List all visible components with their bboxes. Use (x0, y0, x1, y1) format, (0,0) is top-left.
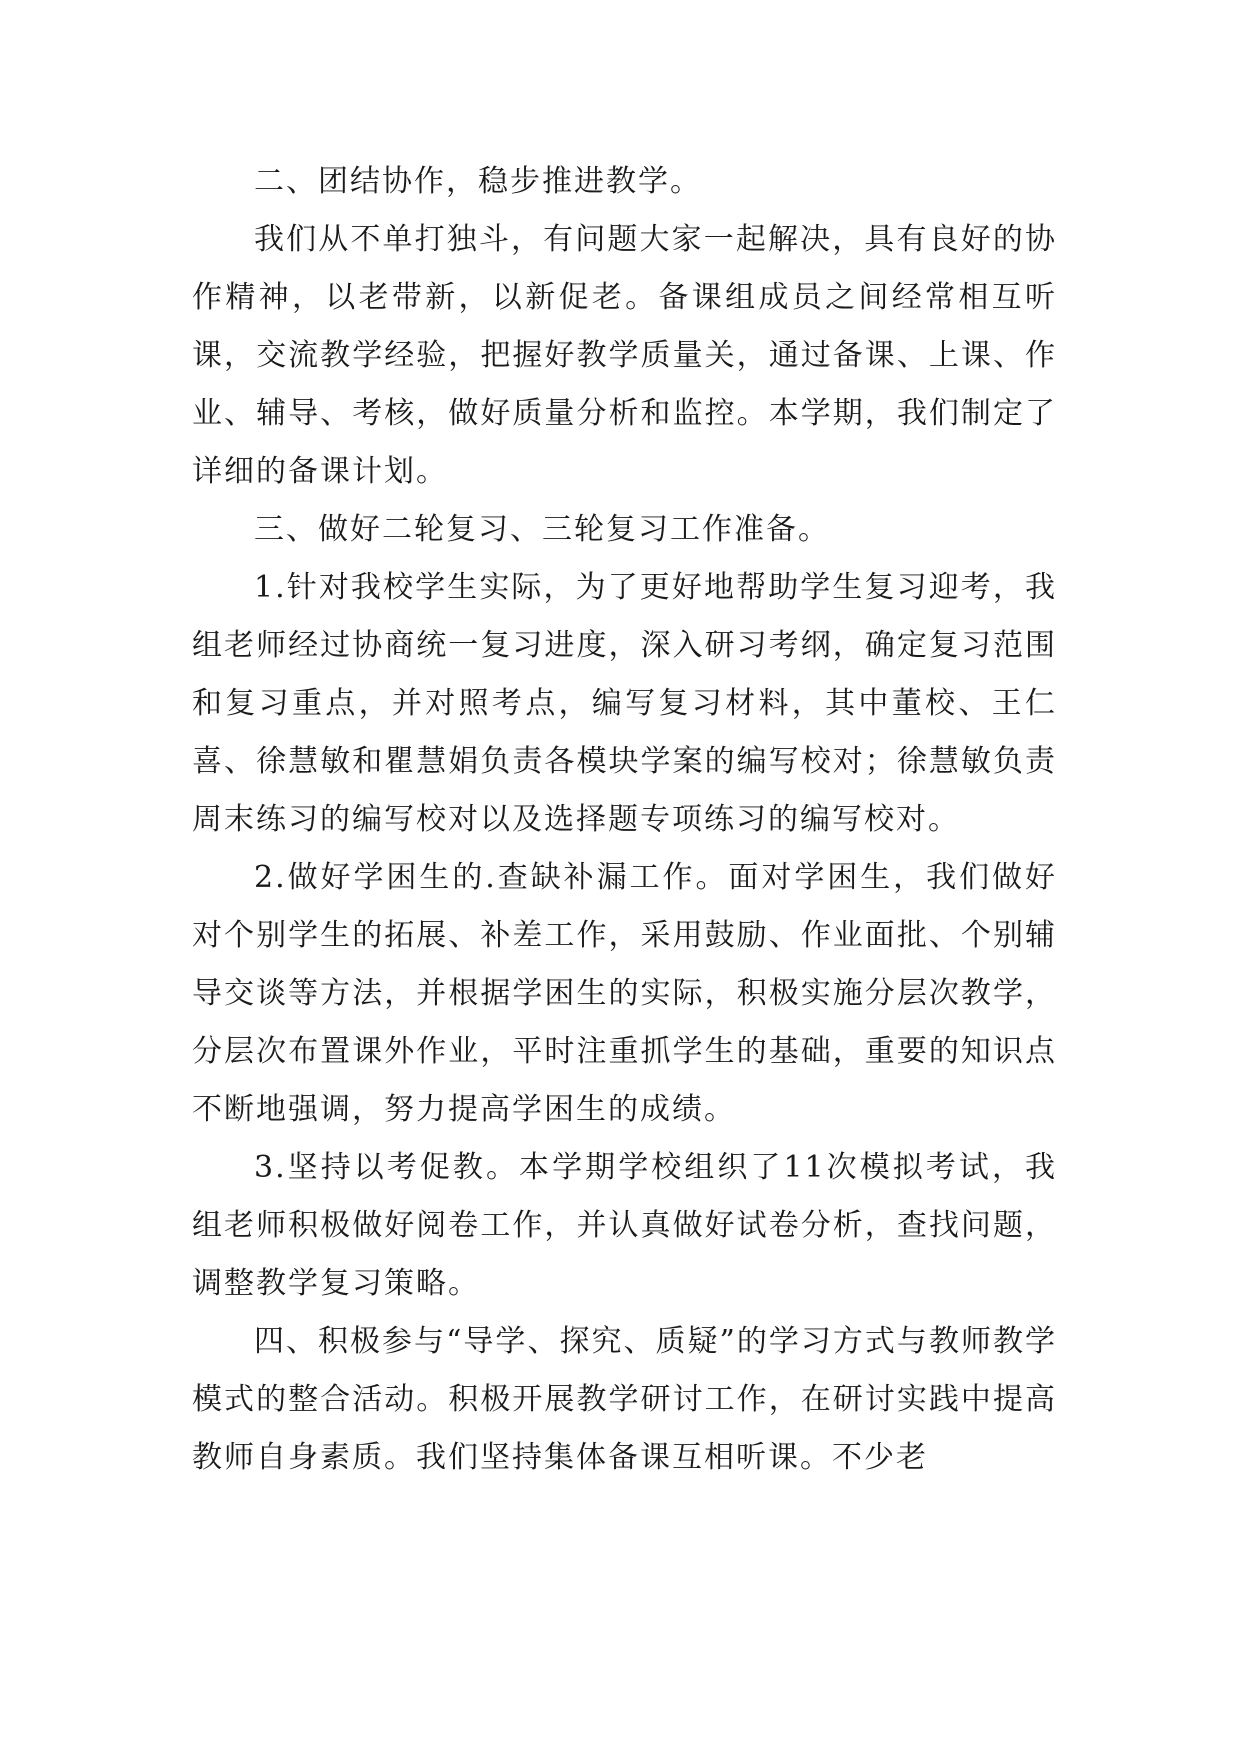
paragraph-item-1: 1.针对我校学生实际，为了更好地帮助学生复习迎考，我组老师经过协商统一复习进度，深入研习考纲，确定复习范围和复习重点，并对照考点，编写复习材料，其中董校、王仁喜、徐慧敏和瞿慧娟负责各模块学案的编写校对；徐慧敏负责周末练习的编写校对以及选择题专项练习的编写校对。 (192, 570, 1057, 837)
paragraph-item-3: 3.坚持以考促教。本学期学校组织了11次模拟考试，我组老师积极做好阅卷工作，并认真做好试卷分析，查找问题，调整教学复习策略。 (192, 1150, 1057, 1301)
section-heading-4: 四、积极参与“导学、探究、质疑”的学习方式与教师教学模式的整合活动。积极开展教学研讨工作，在研讨实践中提高教师自身素质。我们坚持集体备课互相听课。不少老 (192, 1324, 1057, 1475)
section-heading-2: 二、团结协作，稳步推进教学。 (254, 164, 702, 199)
paragraph-collaboration: 我们从不单打独斗，有问题大家一起解决，具有良好的协作精神，以老带新，以新促老。备课组成员之间经常相互听课，交流教学经验，把握好教学质量关，通过备课、上课、作业、辅导、考核，做好质量分析和监控。本学期，我们制定了详细的备课计划。 (192, 222, 1057, 489)
section-heading-3: 三、做好二轮复习、三轮复习工作准备。 (254, 512, 830, 547)
paragraph-item-2: 2.做好学困生的.查缺补漏工作。面对学困生，我们做好对个别学生的拓展、补差工作，采用鼓励、作业面批、个别辅导交谈等方法，并根据学困生的实际，积极实施分层次教学，分层次布置课外作业，平时注重抓学生的基础，重要的知识点不断地强调，努力提高学困生的成绩。 (192, 860, 1057, 1127)
document-body (192, 153, 1057, 1487)
